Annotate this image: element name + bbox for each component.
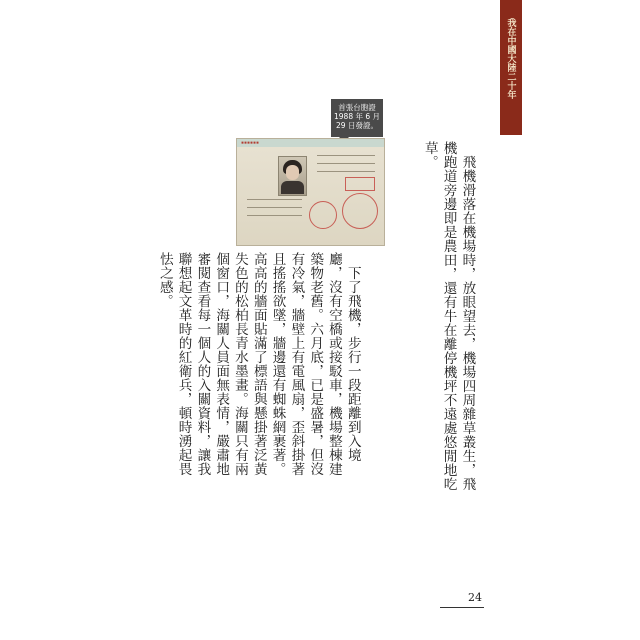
form-line <box>317 171 375 172</box>
form-line <box>317 163 375 164</box>
chapter-sidebar-tab <box>500 0 522 135</box>
caption-line: 29 日發證。 <box>336 121 378 130</box>
footer-rule <box>440 607 484 608</box>
caption-line: 1988 年 6 月 <box>334 112 381 121</box>
red-date-stamp <box>345 177 375 191</box>
form-line <box>247 199 302 200</box>
form-line <box>247 207 302 208</box>
red-seal-stamp <box>309 201 337 229</box>
red-seal-stamp <box>342 193 378 229</box>
form-line <box>247 215 302 216</box>
book-title: 我在中國大陸二十年 <box>505 18 516 99</box>
portrait-photo <box>278 156 307 196</box>
body-paragraph: 下了飛機，步行一段距離到入境 廳，沒有空橋或接駁車，機場整棟建 築物老舊。六月底，已是盛暑，但沒 有冷氣，牆壁上有電風扇，歪斜掛著 且搖搖欲墜，牆邊還有蜘蛛網裹著。 高高的牆面貼滿了標語與懸掛著泛黃 失色的松柏長青水墨畫。海關只有兩 個窗口，海關人員面無表情，嚴肅地 審閱查看每一個人的入關資料，讓我 聯想起文革時的紅衛兵，頓時湧起畏 怯之感。 <box>156 252 361 476</box>
page-number: 24 <box>468 591 482 604</box>
form-line <box>317 155 375 156</box>
permit-serial-mark: ▪▪▪▪▪▪ <box>241 140 260 146</box>
body-paragraph: 飛機滑落在機場時，放眼望去，機場四周雜草叢生，飛 機跑道旁邊即是農田，還有牛在離停機坪不遠處悠閒地吃 草。 <box>421 141 476 491</box>
photo-caption <box>331 99 383 137</box>
caption-line: 首張台胞證 <box>338 103 376 112</box>
taiwan-compatriot-permit-photo <box>237 139 384 245</box>
